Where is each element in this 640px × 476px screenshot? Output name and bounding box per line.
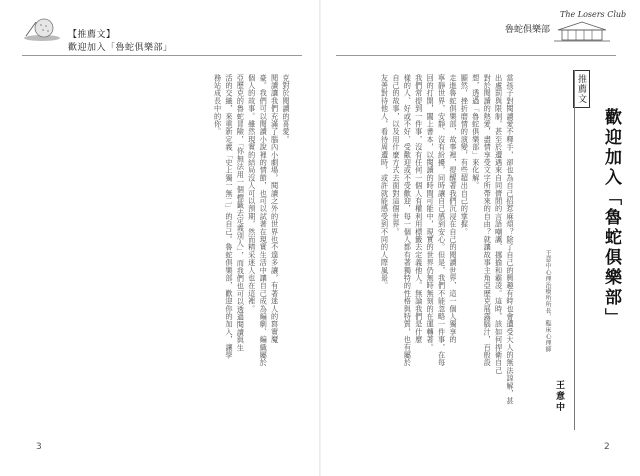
paragraph: 對於閱讀的熱愛，盡情享受文字所帶來的自由？就讓故事主角亞歷克展露腦汁，百般設 xyxy=(483,74,493,367)
left-header-subtitle: 歡迎加入「魯蛇俱樂部」 xyxy=(68,43,173,53)
left-page-number: 3 xyxy=(36,442,42,452)
author-affiliation: 王意中心理治療所所長、臨床心理師 xyxy=(544,250,551,353)
left-header-rule xyxy=(22,55,302,56)
right-page-number: 2 xyxy=(604,442,610,452)
paragraph: 想，透過「魯蛇俱樂部」來化解。 xyxy=(471,74,481,190)
paragraph: 當孩子對閱讀愛不釋手，卻也為自己招惹麻煩？除了自己的興趣有時也會遭受大人的無法諒解，甚 xyxy=(506,74,515,406)
paragraph: 自己的故事，以及用什麼方式去面對這個世界。 xyxy=(391,74,401,236)
paragraph: 個人的故事。雖然現實的結局沒人可以預期，然而精采迷人也在這裡。 xyxy=(247,74,257,313)
right-page-body xyxy=(356,74,516,434)
paragraph: 樣的人、好或不好、受歡迎或不受歡迎，每一個人都有著獨特的性格與特質，也有屬於 xyxy=(403,74,413,367)
right-header-rule xyxy=(336,55,616,56)
author-name: 王意中 xyxy=(554,380,564,413)
paragraph: 我們常提到一件事，沒有任何一個人有權利用標籤去定義他人。無論我們是什麼 xyxy=(414,74,424,344)
left-page-header xyxy=(22,12,302,60)
clubhouse-building-icon xyxy=(552,18,612,42)
left-header-tag: 【推薦文】 xyxy=(68,30,116,40)
title-rule xyxy=(574,70,575,430)
left-page-body xyxy=(92,74,292,434)
paragraph: 顯然，挫折磨情的演變，有些超出自己的掌握。 xyxy=(460,74,470,236)
right-header-club-name: 魯蛇俱樂部 xyxy=(505,25,551,35)
paragraph: 亞歷克的魯蛇冒險，「你無法用一個標籤去定義別人」，而我們也可以透過閱讀與生 xyxy=(236,74,246,352)
paragraph: 閱讀讓我們充滿了腦內小劇場，閱讀之外的世界也不遑多讓，有著迷人的寫實魔 xyxy=(270,74,280,344)
article-title: 歡迎加入「魯蛇俱樂部」 xyxy=(601,108,621,328)
paragraph: 豪。我們可以閱讀小說裡的情節，也可以試著在現實生活中讓自己成為編劇、編織屬於 xyxy=(259,74,269,367)
paragraph: 友善對待他人，看待周遭時，或許就能感受到不同的人際風景。 xyxy=(380,74,390,290)
paragraph: 出處罰與限制，甚至於遭遇來自同儕間的言語嘲諷、挪揄和霸凌。這時，該如何捍衛自己 xyxy=(494,74,504,375)
paragraph: 活的交織，來重新定義「史上獨一無二」的自己。魯蛇俱樂部，歡迎你的加入，讓學 xyxy=(224,74,234,359)
right-header-club-name-en: The Losers Club xyxy=(560,10,627,19)
paragraph: 回的打開，闔上書本，以閱讀的時間可能中，現實的世界仍無時無刻的在運轉著。 xyxy=(426,74,436,352)
book-gutter xyxy=(319,0,321,476)
paragraph: 走進魯蛇俱樂部，故事裡，提醒著我們沉浸在自己的閱讀世界，這一個人獨享的 xyxy=(448,74,458,344)
paragraph: 克對於閱讀的喜愛。 xyxy=(282,74,291,144)
paragraph: 寧靜世界，安靜、沒有紛擾，同時讓自己感到安心。但是，我們不能忽略一件事，在每 xyxy=(437,74,447,367)
section-label: 推薦文 xyxy=(573,70,590,108)
golf-ball-icon xyxy=(22,16,62,42)
paragraph: 務站成長中的你。 xyxy=(213,74,223,136)
